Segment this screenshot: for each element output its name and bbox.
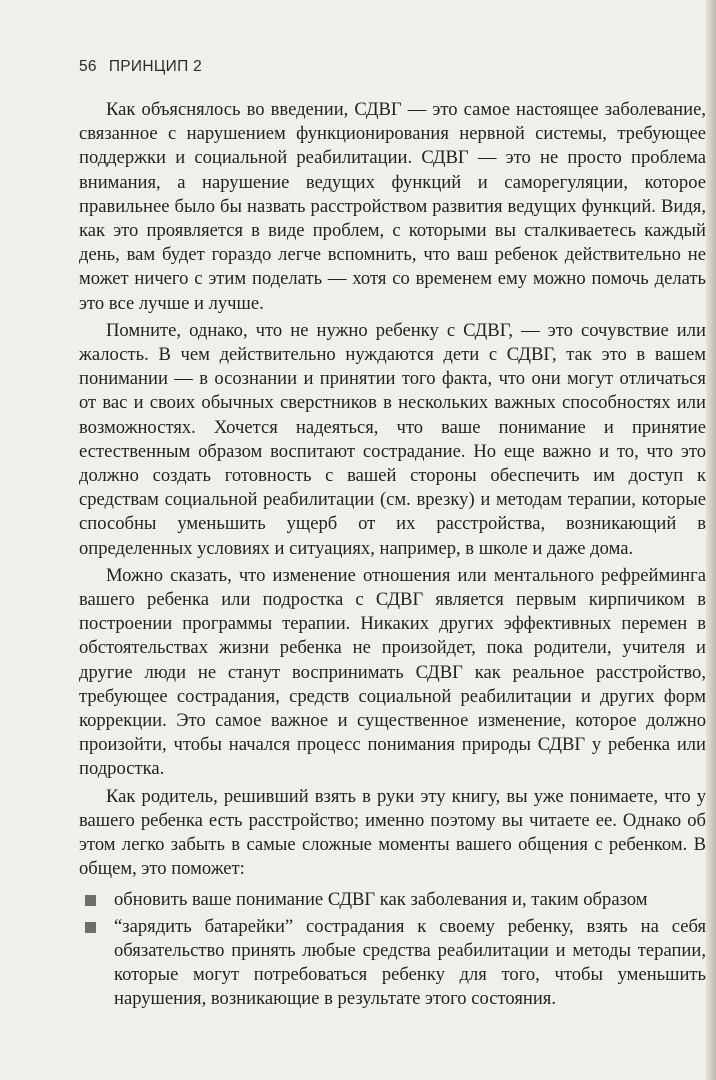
square-bullet-icon — [85, 922, 96, 933]
page-number: 56 — [79, 58, 97, 75]
paragraph: Как родитель, решивший взять в руки эту книгу, вы уже понимаете, что у вашего ребенка есть расстройство; именно поэтому вы читаете ее. Однако об этом легко забыть в самые сложные моменты вашего общения с ребенком. В общем, это поможет: — [79, 785, 706, 880]
paragraph: Как объяснялось во введении, СДВГ — это самое настоящее заболевание, связанное с нарушением функционирования нервной системы, требующее поддержки и социальной реабилитации. СДВГ — это не просто проблема внимания, а нарушение ведущих функций и саморегуляции, которое правильнее было бы назвать расстройством развития ведущих функций. Видя, как это проявляется в виде проблем, с которыми вы сталкиваетесь каждый день, вам будет гораздо легче вспомнить, что ваш ребенок действительно не может ничего с этим поделать — хотя со временем ему можно помочь делать это все лучше и лучше. — [79, 99, 706, 314]
list-item — [79, 915, 706, 1012]
paragraph: Помните, однако, что не нужно ребенку с СДВГ, — это сочувствие или жалость. В чем действительно нуждаются дети с СДВГ, так это в вашем понимании — в осознании и принятии того факта, что они могут отличаться от вас и своих обычных сверстников в нескольких важных способностях или возможностях. Хочется надеяться, что ваше понимание и принятие естественным образом воспитают сострадание. Но еще важно и то, что это должно создать готовность с вашей стороны обеспечить им доступ к средствам социальной реабилитации (см. врезку) и методам терапии, которые способны уменьшить ущерб от их расстройства, возникающий в определенных условиях и ситуациях, например, в школе и даже дома. — [79, 319, 706, 559]
list-item — [79, 888, 706, 912]
page-body — [79, 98, 706, 1015]
list-item-text: обновить ваше понимание СДВГ как заболевания и, таким образом — [114, 888, 648, 910]
running-header — [79, 58, 202, 76]
square-bullet-icon — [85, 895, 96, 906]
list-item-text: “зарядить батарейки” сострадания к своему ребенку, взять на себя обязательство принять любые средства реабилитации и методы терапии, которые могут потребоваться ребенку для того, чтобы уменьшить нарушения, возникающие в результате этого состояния. — [114, 915, 706, 1010]
paragraph: Можно сказать, что изменение отношения или ментального рефрейминга вашего ребенка или подростка с СДВГ является первым кирпичиком в построении программы терапии. Никаких других эффективных перемен в обстоятельствах жизни ребенка не произойдет, пока родители, учителя и другие люди не станут воспринимать СДВГ как реальное расстройство, требующее сострадания, средств социальной реабилитации и других форм коррекции. Это самое важное и существенное изменение, которое должно произойти, чтобы начался процесс понимания природы СДВГ у ребенка или подростка. — [79, 564, 706, 780]
bullet-list — [79, 888, 706, 1012]
section-title: ПРИНЦИП 2 — [108, 58, 203, 75]
page-edge — [706, 0, 716, 1080]
